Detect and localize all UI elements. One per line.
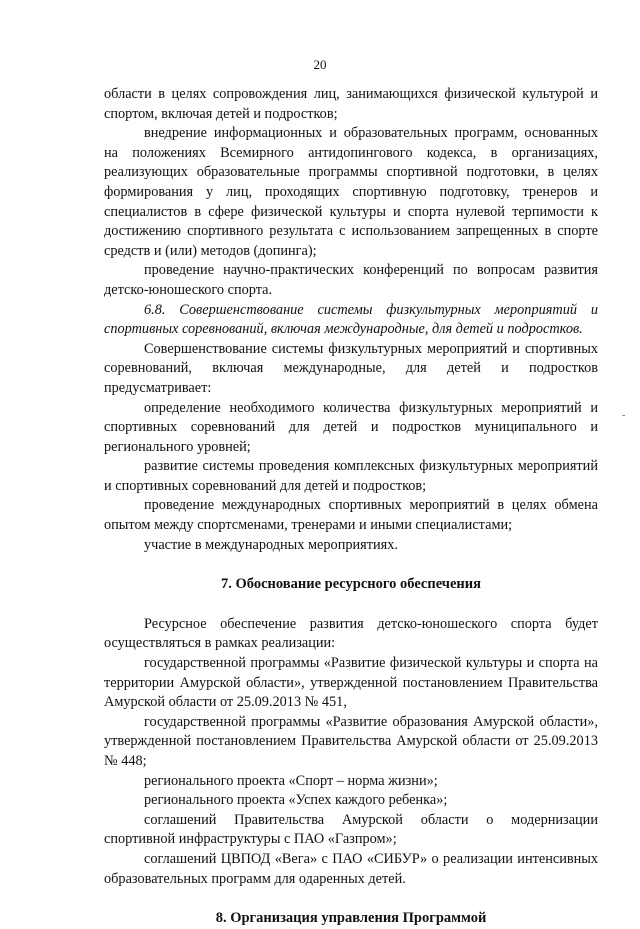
paragraph: регионального проекта «Спорт – норма жизни»;: [144, 772, 438, 789]
paragraph: проведение научно-практических конференций по вопросам развития детско-юношеского спорта.: [104, 262, 598, 298]
section-7-heading: 7. Обоснование ресурсного обеспечения: [221, 576, 481, 593]
paragraph: соглашений Правительства Амурской области о модернизации спортивной инфраструктуры с ПАО «Газпром»;: [104, 811, 598, 848]
paragraph: развитие системы проведения комплексных физкультурных мероприятий и спортивных соревнований для детей и подростков;: [104, 458, 598, 494]
paragraph: Ресурсное обеспечение развития детско-юношеского спорта будет осуществляться в рамках реализации:: [104, 615, 598, 652]
paragraph: Совершенствование системы физкультурных мероприятий и спортивных соревнований, включая международные, для детей и подростков предусматривает:: [104, 340, 598, 396]
document-body: [104, 85, 598, 929]
paragraph: государственной программы «Развитие физической культуры и спорта на территории Амурской области», утвержденной постановлением Правительства Амурской области от 25.09.2013 № 451,: [104, 655, 598, 711]
paragraph: участие в международных мероприятиях.: [144, 536, 398, 553]
paragraph: определение необходимого количества физкультурных мероприятий и спортивных соревнований для детей и подростков муниципального и регионального уровней;: [104, 399, 598, 455]
paragraph: внедрение информационных и образовательных программ, основанных на положениях Всемирного антидопингового кодекса, в организациях, реализующих образовательные программы спортивной подготовки, в целях формирования у лиц, проходящих спортивную подготовку, тренеров и специалистов в сфере физической культуры и спорта нулевой терпимости к достижению спортивного результата с использованием запрещенных в спорте средств и (или) методов (допинга);: [104, 125, 598, 259]
section-8-heading: 8. Организация управления Программой: [215, 910, 487, 927]
subsection-heading-6-8: 6.8. Совершенствование системы физкультурных мероприятий и спортивных соревнований, включая международные, для детей и подростков.: [104, 301, 598, 338]
margin-mark: -: [622, 410, 626, 421]
paragraph: области в целях сопровождения лиц, занимающихся физической культурой и спортом, включая детей и подростков;: [104, 86, 598, 122]
paragraph: соглашений ЦВПОД «Вега» с ПАО «СИБУР» о реализации интенсивных образовательных программ для одаренных детей.: [104, 850, 598, 887]
paragraph: регионального проекта «Успех каждого ребенка»;: [144, 792, 448, 809]
page-number: 20: [313, 57, 327, 72]
paragraph: государственной программы «Развитие образования Амурской области», утвержденной постановлением Правительства Амурской области от 25.09.2013 № 448;: [104, 713, 598, 769]
paragraph: проведение международных спортивных мероприятий в целях обмена опытом между спортсменами, тренерами и иными специалистами;: [104, 497, 598, 534]
